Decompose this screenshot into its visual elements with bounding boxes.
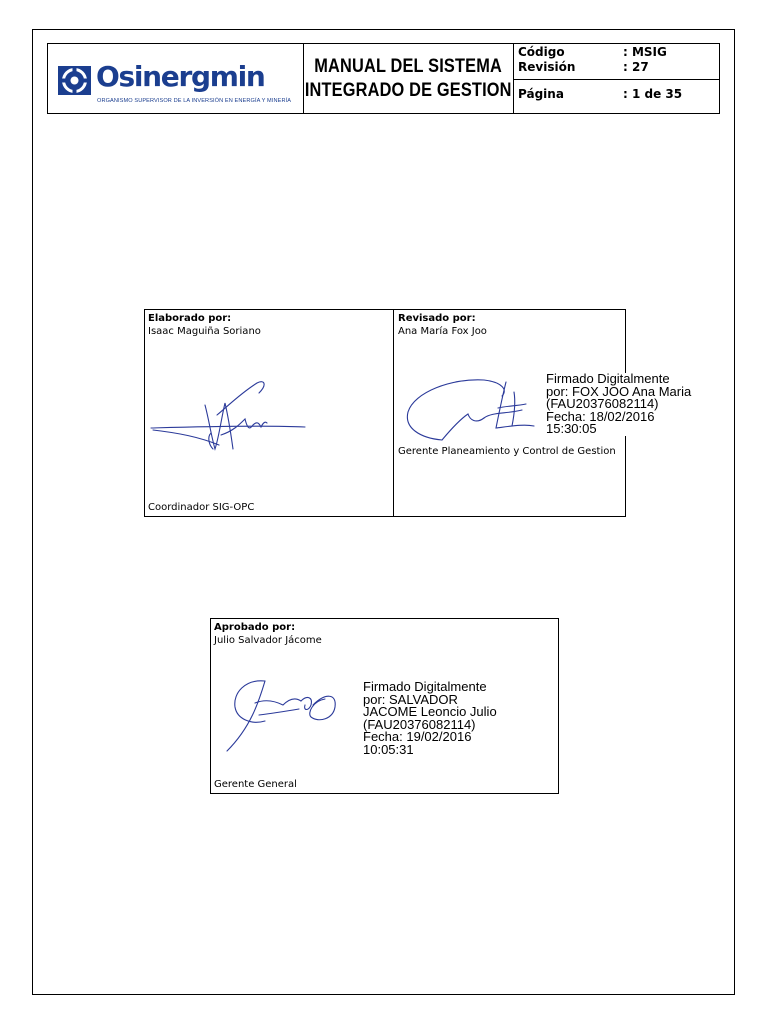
aprobado-digital-stamp: [363, 681, 497, 756]
elaborado-label: Elaborado por:: [148, 313, 232, 324]
elaborado-role: Coordinador SIG-OPC: [148, 502, 255, 513]
elaborado-name: Isaac Maguiña Soriano: [148, 326, 261, 337]
logo-brand-text: Osinergmin: [96, 60, 265, 93]
stamp-line: Fecha: 18/02/2016: [546, 408, 655, 424]
aprobado-signature-icon: [225, 671, 365, 761]
revisado-label: Revisado por:: [398, 313, 476, 324]
revisado-digital-stamp: [546, 373, 691, 436]
pagina-row: [518, 87, 719, 102]
stamp-line: por: FOX JOO Ana Maria: [546, 383, 692, 399]
osinergmin-logo-icon: [57, 65, 92, 96]
pagina-label: Página: [518, 87, 564, 101]
elaborado-revisado-table: [144, 309, 692, 517]
stamp-line: Firmado Digitalmente: [546, 371, 670, 386]
stamp-line: Fecha: 19/02/2016: [363, 729, 472, 744]
stamp-line: (FAU20376082114): [363, 716, 476, 732]
title-cell: [304, 44, 514, 113]
revisado-cell: [394, 310, 692, 516]
stamp-line: 10:05:31: [363, 741, 414, 757]
aprobado-role: Gerente General: [214, 779, 297, 790]
revisado-name: Ana María Fox Joo: [398, 326, 487, 337]
aprobado-label: Aprobado por:: [214, 622, 296, 633]
codigo-row: [518, 45, 719, 60]
codigo-value: : MSIG: [623, 45, 667, 59]
meta-cell: [514, 44, 719, 113]
revisado-signature-icon: [402, 368, 542, 448]
elaborado-signature-icon: [149, 375, 309, 455]
stamp-line: JACOME Leoncio Julio: [363, 704, 497, 719]
logo-tagline: ORGANISMO SUPERVISOR DE LA INVERSIÓN EN ENERGÍA Y MINERÍA: [97, 98, 292, 104]
stamp-line: 15:30:05: [546, 421, 597, 436]
stamp-line: por: SALVADOR: [363, 691, 458, 707]
document-header: [47, 43, 720, 114]
logo-cell: [48, 44, 304, 113]
revision-row: [518, 60, 719, 75]
document-title-line2: INTEGRADO DE GESTION: [305, 79, 512, 101]
document-title-line1: MANUAL DEL SISTEMA: [314, 55, 503, 77]
revisado-role: Gerente Planeamiento y Control de Gestion: [398, 446, 616, 457]
aprobado-name: Julio Salvador Jácome: [214, 635, 322, 646]
revision-value: : 27: [623, 60, 649, 74]
stamp-line: (FAU20376082114): [546, 396, 659, 411]
codigo-label: Código: [518, 45, 565, 59]
revision-label: Revisión: [518, 60, 576, 74]
aprobado-table: [210, 618, 559, 794]
pagina-value: : 1 de 35: [623, 87, 683, 101]
elaborado-cell: [145, 310, 394, 516]
stamp-line: Firmado Digitalmente: [363, 679, 487, 694]
